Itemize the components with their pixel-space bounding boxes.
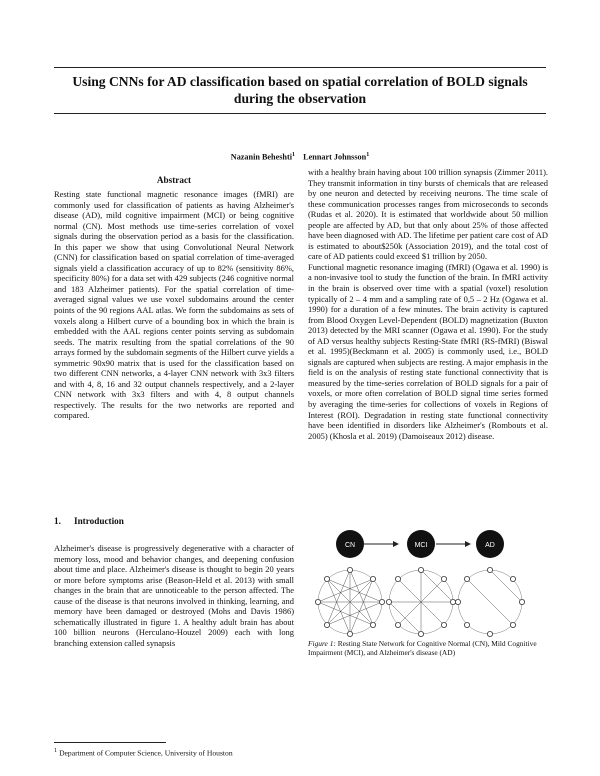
figure-caption-text: Resting State Network for Cognitive Normal (CN), Mild Cognitive Impairment (MCI), and Alzheimer's disease (AD) [308, 639, 537, 658]
stage-label: CN [344, 542, 356, 549]
paper-title: Using CNNs for AD classification based on spatial correlation of BOLD signals during the observation [72, 74, 528, 106]
title-bottom-rule [54, 113, 546, 114]
author-name: Lennart Johnsson [303, 152, 367, 162]
introduction-paragraph: Alzheimer's disease is progressively degenerative with a character of memory loss, mood and behavior changes, and deepening confusion about time and place. Alzheimer's disease is thought to begin 20 years or more before symptoms arise (Beason-Held et al. 2013) with small changes in the brain that are unnoticeable to the person affected. The cause of the disease is that neurons involved in thinking, learning, and memory have been damaged or destroyed (Mohs and Davis 1986) schematically illustrated in figure 1. A healthy adult brain has about 100 billion neurons (Herculano-Houzel 2009) each with long branching extension called synapsis [54, 543, 294, 648]
author-name: Nazanin Beheshti [230, 152, 292, 162]
figure-caption-label: Figure 1: [308, 639, 336, 648]
author-affiliation-mark: 1 [291, 152, 295, 158]
stage-node-ad [476, 530, 504, 558]
section-title: Introduction [74, 516, 124, 526]
footnote-rule [54, 742, 166, 743]
abstract-heading: Abstract [156, 175, 192, 185]
figure-1 [308, 527, 548, 639]
stage-label: MCI [414, 542, 428, 549]
introduction-paragraph: with a healthy brain having about 100 trillion synapsis (Zimmer 2011). They transmit information in tiny bursts of chemicals that are released by one neuron and detected by receiving neurons. The time scale of these communication processes ranges from microseconds to seconds (Rudas et al. 2020). It is estimated that worldwide about 50 million people are affected by AD, but that only about 25% of those affected have been diagnosed with AD. The lifetime per patient care cost of AD is estimated to about$250k (Association 2019), and the total cost of care of AD patients could exceed $1 trillion by 2050. [308, 167, 548, 262]
introduction-paragraph: Functional magnetic resonance imaging (fMRI) (Ogawa et al. 1990) is a non-invasive tool to study the function of the brain. In fMRI activity in the brain is observed over time with a spatial (voxel) resolution typically of 2 – 4 mm and a sampling rate of 0,5 – 2 Hz (Ogawa et al. 1990) for a duration of a few minutes. The brain activity is captured from Blood Oxygen Level-Dependent (BOLD) magnetization (Buxton 2013) detected by the MRI scanner (Ogawa et al. 1990). For the study of AD versus healthy subjects Resting-State fMRI (RS-fMRI) (Biswal et al. 1995)(Beckmann et al. 2005) is commonly used, i.e., BOLD signals are captured when subjects are resting. A major emphasis in the field is on the analysis of resting state functional connectivity that is measured by the time-series correlation of BOLD signals for a pair of voxels, or more often correlation of BOLD signal time series formed by averaging the time-series for collections of voxels in Regions of Interest (ROI). Degradation in resting state functional connectivity have been identified in disorders like Alzheimer's (Rombouts et al. 2005) (Khosla et al. 2019) (Damoiseaux 2012) disease. [308, 261, 548, 441]
author-list [54, 152, 546, 162]
title-top-rule [54, 67, 546, 68]
footnote [54, 747, 233, 758]
abstract-paragraph: Resting state functional magnetic resonance images (fMRI) are commonly used for classification of patients as having Alzheimer's disease (AD), mild cognitive impairment (MCI) or being cognitive normal (CN). Most methods use time-series correlation of voxel signals during the observation period as a basis for the classification. In this paper we show that using Convolutional Neural Network (CNN) for classification based on spatial correlation of time-averaged signals yield a classification accuracy of up to 82% (sensitivity 86%, specificity 80%) for a data set with 429 subjects (246 cognitive normal and 183 Alzheimer patients). For the spatial correlation of time-averaged signal values we use voxel subdomains around the center points of the 90 regions AAL atlas. We form the subdomains as sets of voxels along a Hilbert curve of a bounding box in which the brain is embedded with the AAL regions center points serving as subdomain seeds. The matrix resulting from the spatial correlations of the 90 arrays formed by the subdomain segments of the Hilbert curve yields a symmetric 90x90 matrix that is used for the classification based on two different CNN networks, a 4-layer CNN network with 3x3 filters and with 4, 8, 16 and 32 output channels respectively, and a 2-layer CNN network with 3x3 filters and with 4, 8 output channels respectively. The results for the two networks are reported and compared. [54, 189, 294, 421]
author-affiliation-mark: 1 [366, 152, 370, 158]
footnote-mark: 1 [54, 747, 58, 754]
section-number: 1. [54, 516, 61, 526]
right-column [308, 167, 548, 441]
stage-node-mci [407, 530, 435, 558]
footnote-text: Department of Computer Science, University of Houston [57, 748, 233, 758]
figure-caption [308, 639, 548, 657]
introduction-left-column [54, 543, 294, 648]
stage-label: AD [485, 542, 495, 549]
abstract-body [54, 189, 294, 421]
section-heading-introduction [54, 516, 124, 526]
stage-node-cn [336, 530, 364, 558]
